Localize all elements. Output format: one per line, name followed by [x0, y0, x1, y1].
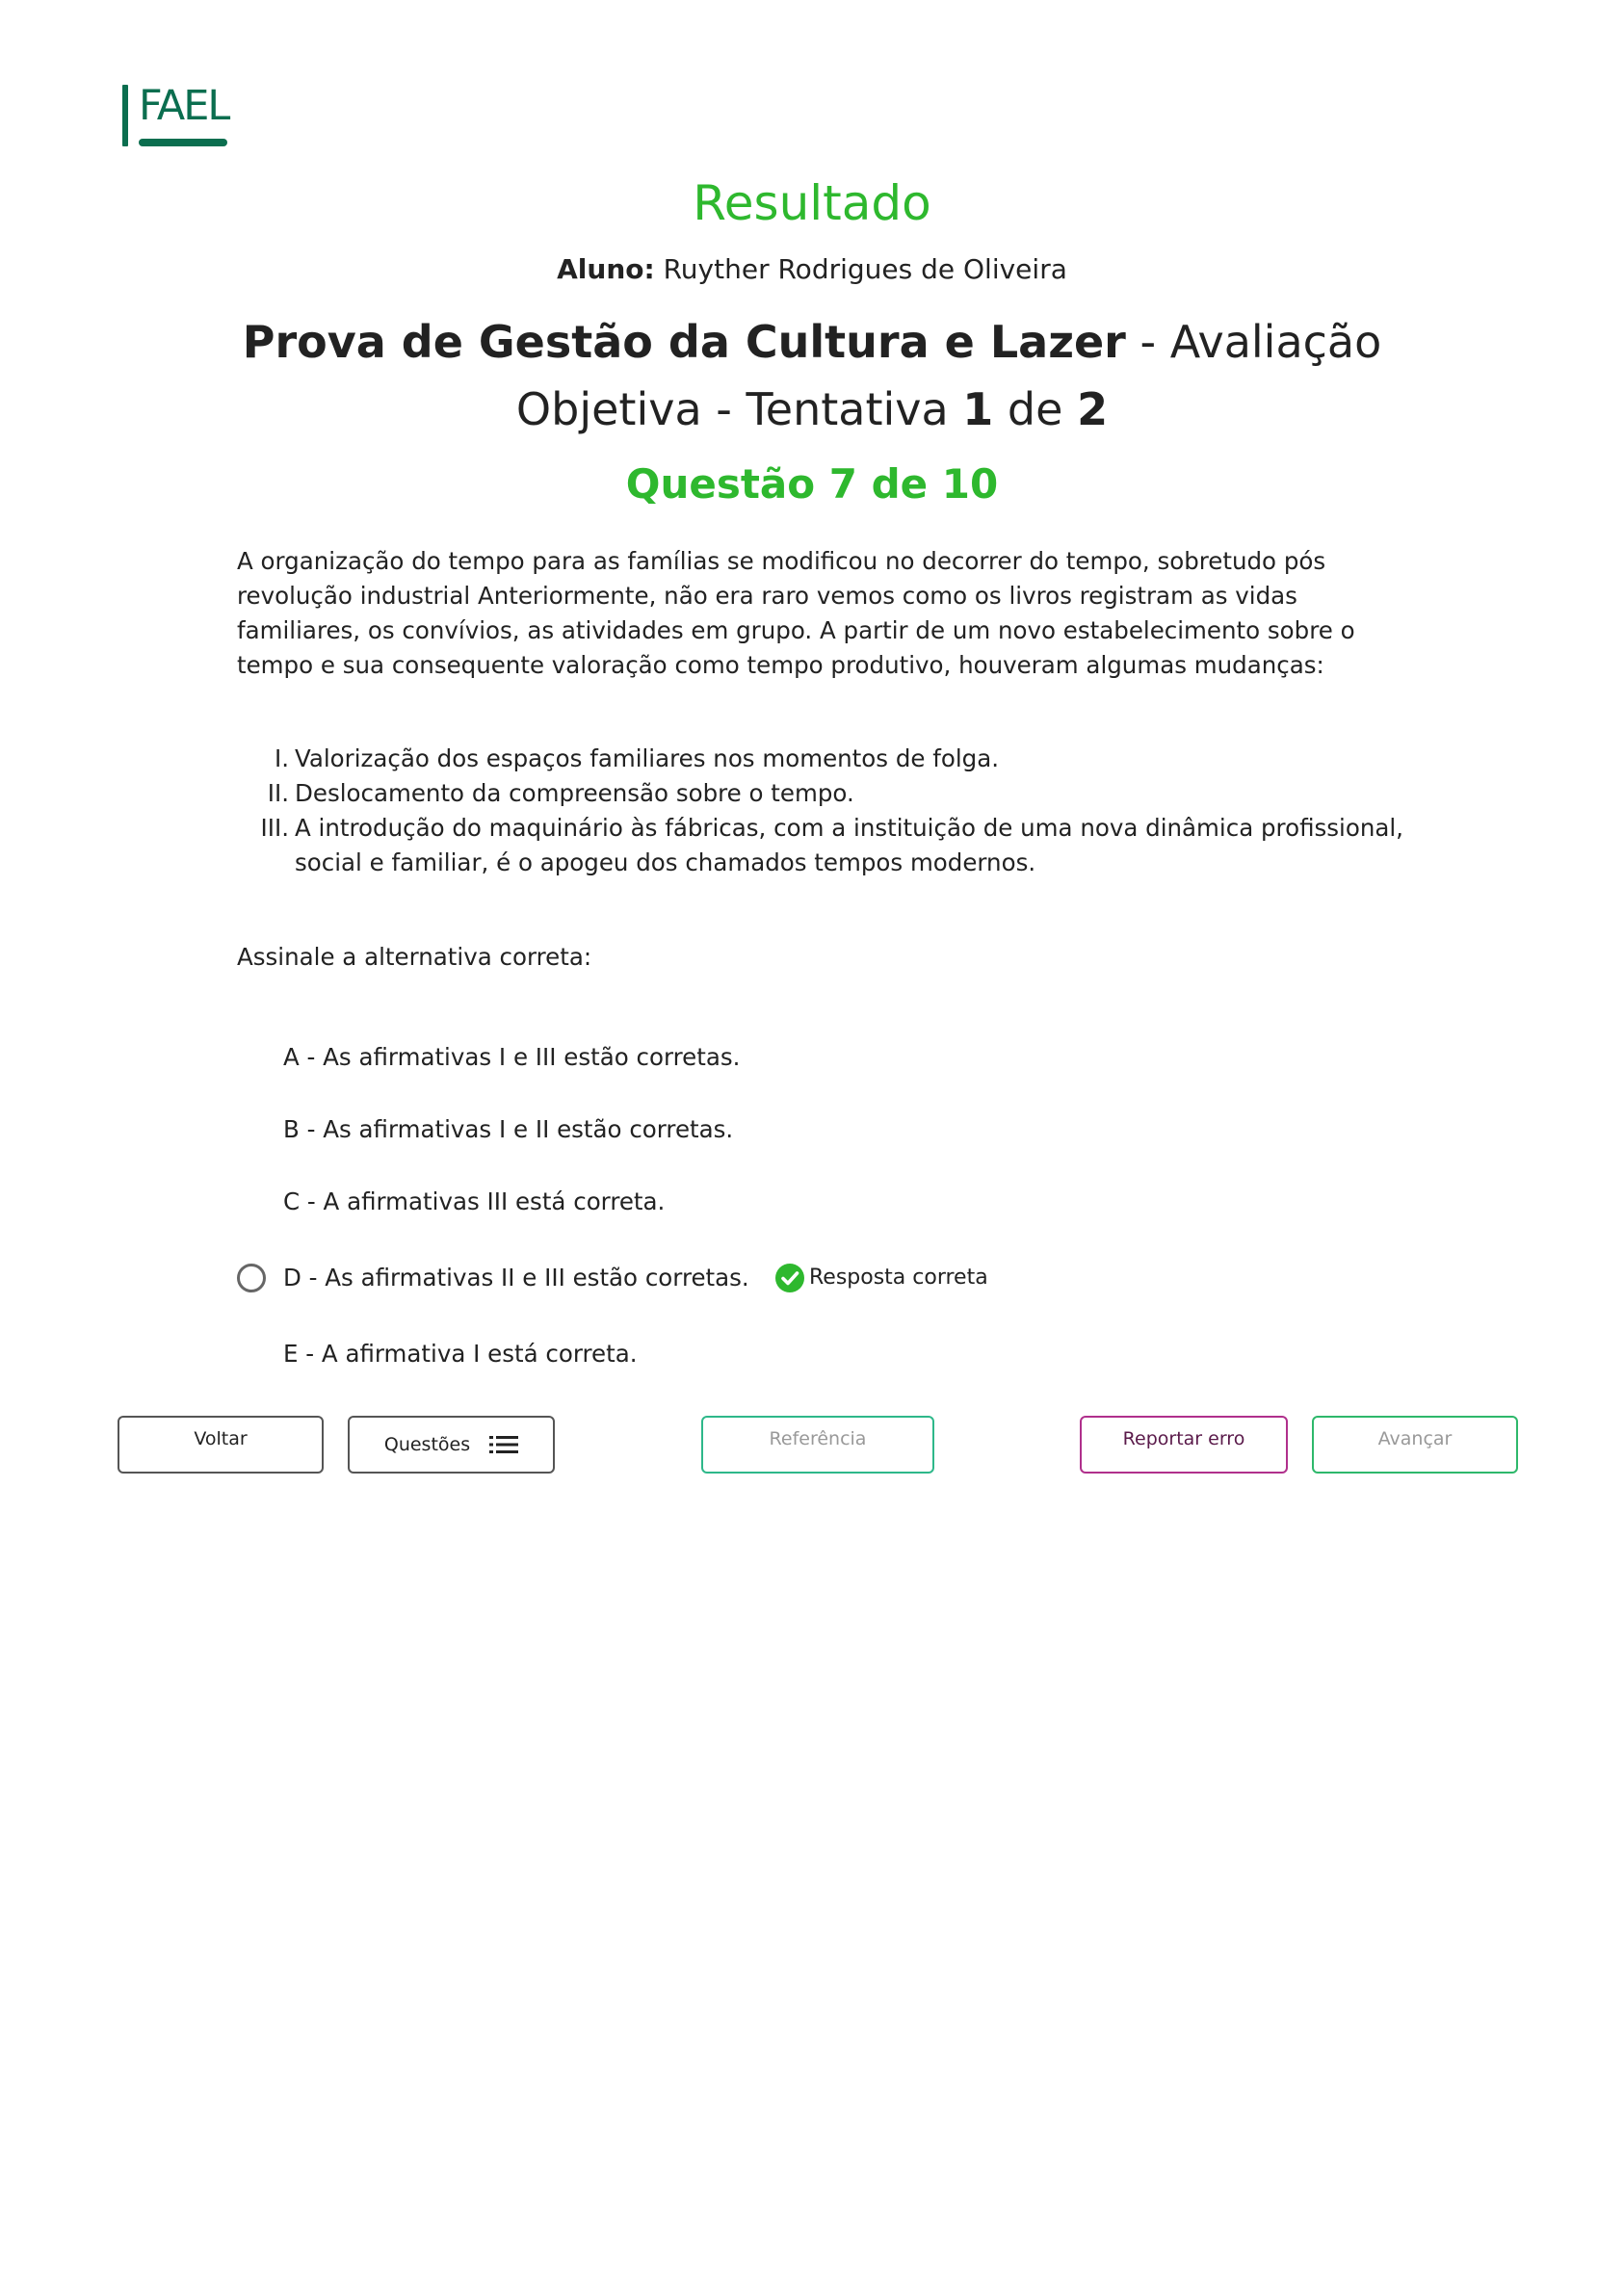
question-statement: A organização do tempo para as famílias se modificou no decorrer do tempo, sobretudo pós revolução industrial Anteriormente, não era raro vemos como os livros registram as vidas familiares, os convívios, as atividades em grupo. A partir de um novo estabelecimento sobre o tempo e sua consequente valoração como tempo produtivo, houveram algumas mudanças:: [237, 547, 1355, 679]
exam-attempt: 1: [962, 383, 994, 435]
alternative-c[interactable]: C - A afirmativas III está correta.: [283, 1187, 666, 1215]
question-instruction: Assinale a alternativa correta:: [237, 943, 592, 971]
list-icon: [489, 1434, 518, 1455]
next-button-label: Avançar: [1377, 1428, 1453, 1449]
report-error-button[interactable]: [1080, 1416, 1288, 1474]
alternative-d[interactable]: D - As afirmativas II e III estão corretas.: [283, 1264, 749, 1292]
next-button[interactable]: [1312, 1416, 1518, 1474]
item-number: II.: [267, 779, 289, 807]
report-error-button-label: Reportar erro: [1122, 1428, 1245, 1449]
alternative-b[interactable]: B - As afirmativas I e II estão corretas.: [283, 1115, 734, 1143]
exam-of-label: de: [993, 383, 1078, 435]
item-text: A introdução do maquinário às fábricas, com a instituição de uma nova dinâmica profissional, social e familiar, é o apogeu dos chamados tempos modernos.: [295, 814, 1403, 876]
exam-name: Prova de Gestão da Cultura e Lazer: [242, 316, 1126, 368]
logo-bar: [122, 85, 128, 146]
alternative-a[interactable]: A - As afirmativas I e III estão corretas.: [283, 1043, 741, 1071]
questions-button-label: Questões: [383, 1434, 471, 1455]
exam-title: [231, 308, 1393, 443]
item-text: Valorização dos espaços familiares nos momentos de folga.: [295, 744, 1000, 772]
list-item: [237, 742, 1412, 776]
alternative-e[interactable]: E - A afirmativa I está correta.: [283, 1340, 638, 1368]
student-label: Aluno:: [557, 253, 655, 285]
item-text: Deslocamento da compreensão sobre o tempo.: [295, 779, 854, 807]
back-button[interactable]: [118, 1416, 324, 1474]
item-number: I.: [274, 744, 289, 772]
alternative-d-radio[interactable]: [237, 1264, 266, 1292]
logo-underline: [139, 139, 227, 146]
question-counter: Questão 7 de 10: [625, 460, 999, 508]
check-circle-icon: [774, 1263, 805, 1293]
questions-button[interactable]: [348, 1416, 555, 1474]
back-button-label: Voltar: [194, 1428, 248, 1449]
correct-answer-indicator: [774, 1262, 988, 1294]
list-item: [237, 811, 1412, 880]
fael-logo: [122, 83, 230, 150]
logo-text: FAEL: [139, 82, 229, 130]
statement-items: [237, 742, 1412, 880]
page-title: Resultado: [693, 175, 931, 231]
exam-type: - Avaliação Objetiva - Tentativa: [515, 316, 1382, 435]
reference-button[interactable]: [701, 1416, 934, 1474]
list-item: [237, 776, 1412, 811]
correct-answer-label: Resposta correta: [809, 1265, 988, 1290]
student-name: Ruyther Rodrigues de Oliveira: [663, 253, 1067, 285]
reference-button-label: Referência: [769, 1428, 867, 1449]
student-info: [0, 252, 1624, 287]
item-number: III.: [260, 814, 289, 842]
exam-total-attempts: 2: [1077, 383, 1109, 435]
